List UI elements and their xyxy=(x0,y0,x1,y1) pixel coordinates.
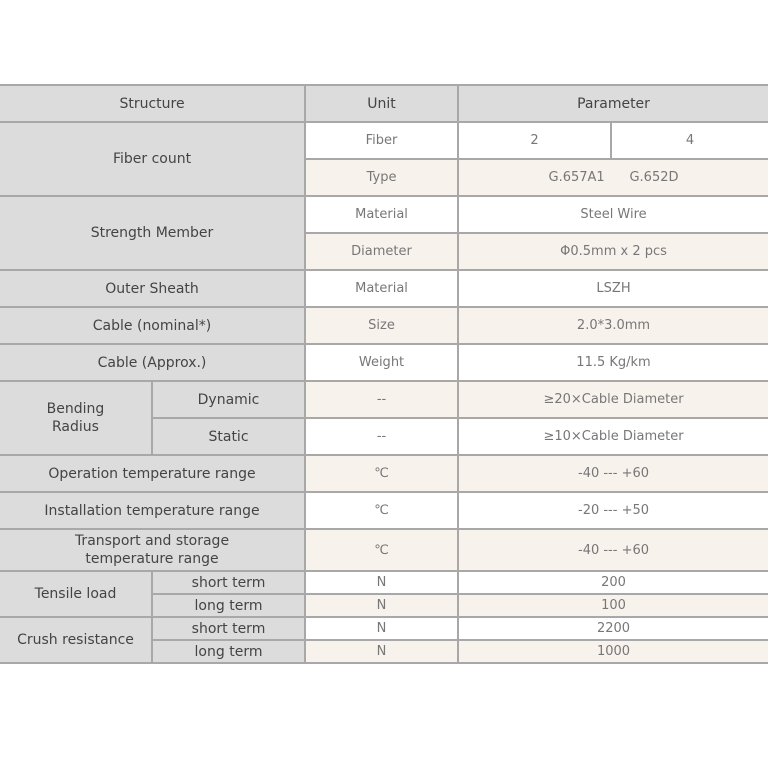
bending-static-unit: -- xyxy=(305,418,458,455)
bending-radius-label: Bending Radius xyxy=(0,381,152,455)
operation-temp-label: Operation temperature range xyxy=(0,455,305,492)
cable-nominal-value: 2.0*3.0mm xyxy=(458,307,768,344)
cable-approx-unit: Weight xyxy=(305,344,458,381)
tensile-short-label: short term xyxy=(152,571,305,594)
cable-nominal-label: Cable (nominal*) xyxy=(0,307,305,344)
strength-material-value: Steel Wire xyxy=(458,196,768,233)
bending-dynamic-label: Dynamic xyxy=(152,381,305,418)
operation-temp-unit: ℃ xyxy=(305,455,458,492)
fiber-count-row xyxy=(0,122,768,159)
header-row xyxy=(0,85,768,122)
cable-spec-table xyxy=(0,84,768,664)
bending-dynamic-value: ≥20×Cable Diameter xyxy=(458,381,768,418)
bending-dynamic-unit: -- xyxy=(305,381,458,418)
crush-resistance-label: Crush resistance xyxy=(0,617,152,663)
transport-temp-unit: ℃ xyxy=(305,529,458,571)
header-parameter: Parameter xyxy=(458,85,768,122)
cable-approx-row xyxy=(0,344,768,381)
header-structure: Structure xyxy=(0,85,305,122)
fiber-unit: Fiber xyxy=(305,122,458,159)
crush-long-label: long term xyxy=(152,640,305,663)
installation-temp-unit: ℃ xyxy=(305,492,458,529)
tensile-long-value: 100 xyxy=(458,594,768,617)
bending-static-value: ≥10×Cable Diameter xyxy=(458,418,768,455)
tensile-long-label: long term xyxy=(152,594,305,617)
crush-short-value: 2200 xyxy=(458,617,768,640)
fiber-value-4: 4 xyxy=(611,122,768,159)
fiber-value-2: 2 xyxy=(458,122,611,159)
header-unit: Unit xyxy=(305,85,458,122)
tensile-long-unit: N xyxy=(305,594,458,617)
outer-sheath-label: Outer Sheath xyxy=(0,270,305,307)
strength-member-row xyxy=(0,196,768,233)
outer-sheath-value: LSZH xyxy=(458,270,768,307)
transport-temp-label: Transport and storage temperature range xyxy=(0,529,305,571)
cable-approx-value: 11.5 Kg/km xyxy=(458,344,768,381)
installation-temp-label: Installation temperature range xyxy=(0,492,305,529)
crush-short-row xyxy=(0,617,768,640)
strength-material-unit: Material xyxy=(305,196,458,233)
transport-temp-row xyxy=(0,529,768,571)
fiber-count-label: Fiber count xyxy=(0,122,305,196)
installation-temp-row xyxy=(0,492,768,529)
fiber-type-unit: Type xyxy=(305,159,458,196)
strength-diameter-unit: Diameter xyxy=(305,233,458,270)
crush-short-unit: N xyxy=(305,617,458,640)
cable-approx-label: Cable (Approx.) xyxy=(0,344,305,381)
cable-nominal-row xyxy=(0,307,768,344)
transport-temp-value: -40 --- +60 xyxy=(458,529,768,571)
tensile-load-label: Tensile load xyxy=(0,571,152,617)
crush-short-label: short term xyxy=(152,617,305,640)
crush-long-unit: N xyxy=(305,640,458,663)
outer-sheath-unit: Material xyxy=(305,270,458,307)
installation-temp-value: -20 --- +50 xyxy=(458,492,768,529)
bending-static-label: Static xyxy=(152,418,305,455)
outer-sheath-row xyxy=(0,270,768,307)
tensile-short-unit: N xyxy=(305,571,458,594)
strength-member-label: Strength Member xyxy=(0,196,305,270)
bending-dynamic-row xyxy=(0,381,768,418)
tensile-short-row xyxy=(0,571,768,594)
operation-temp-row xyxy=(0,455,768,492)
strength-diameter-value: Φ0.5mm x 2 pcs xyxy=(458,233,768,270)
crush-long-value: 1000 xyxy=(458,640,768,663)
cable-nominal-unit: Size xyxy=(305,307,458,344)
fiber-type-value: G.657A1 G.652D xyxy=(458,159,768,196)
tensile-short-value: 200 xyxy=(458,571,768,594)
operation-temp-value: -40 --- +60 xyxy=(458,455,768,492)
